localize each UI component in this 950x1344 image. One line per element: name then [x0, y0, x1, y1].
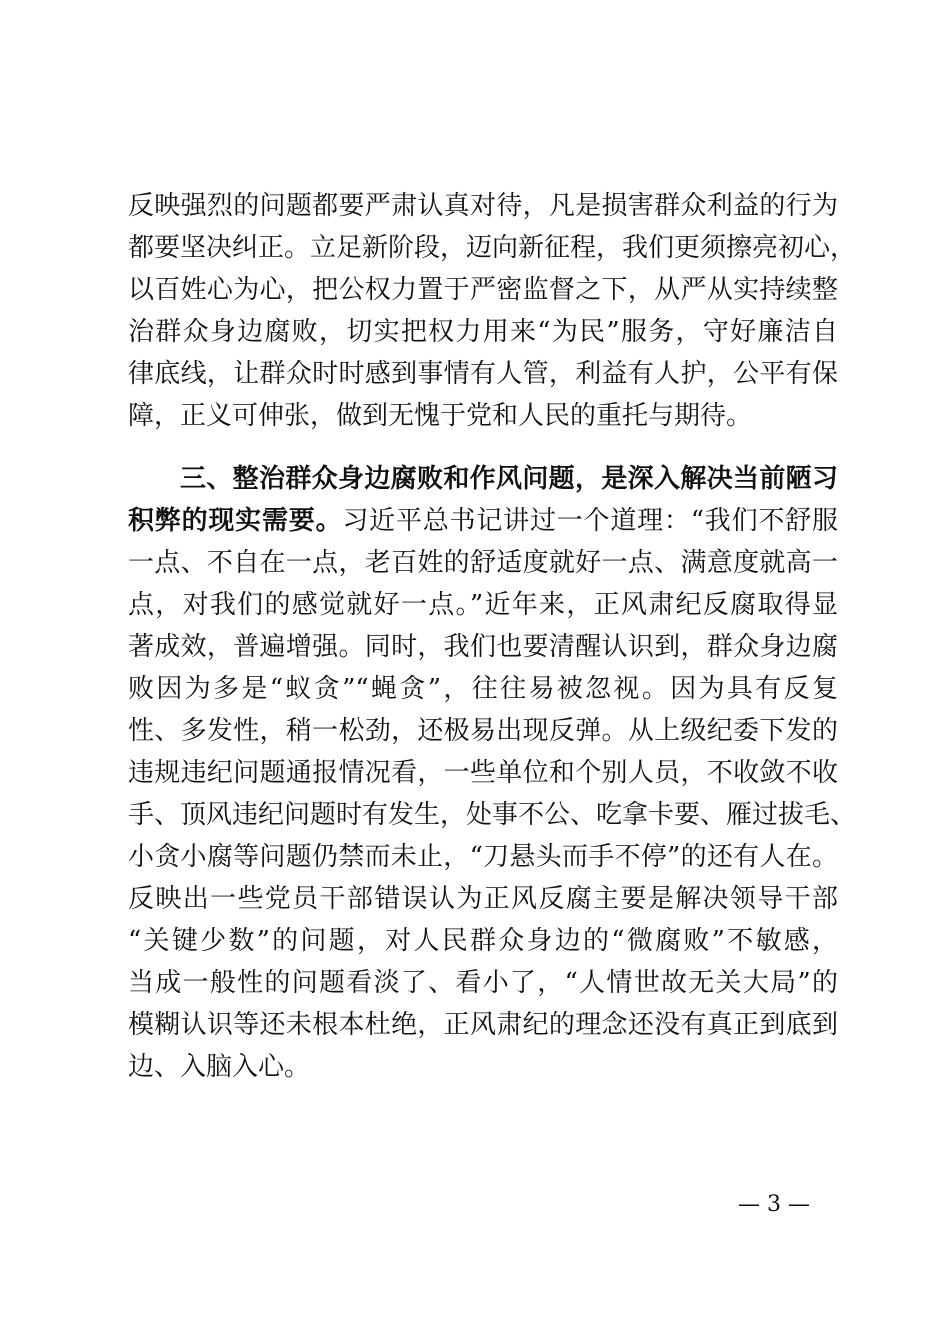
paragraph-1-line-3: 以百姓心为心，把公权力置于严密监督之下，从严从实持续整: [128, 275, 838, 305]
section-3-heading-line-2-rest: 习近平总书记讲过一个道理：“我们不舒服: [342, 506, 838, 536]
paragraph-1-line-6: 障，正义可伸张，做到无愧于党和人民的重托与期待。: [128, 401, 753, 431]
paragraph-1-line-5: 律底线，让群众时时感到事情有人管，利益有人护，公平有保: [128, 359, 838, 389]
section-3-body-line-5: 性、多发性，稍一松劲，还极易出现反弹。从上级纪委下发的: [128, 716, 838, 746]
section-3-body-line-10: “关键少数”的问题，对人民群众身边的“微腐败”不敏感，: [128, 926, 838, 956]
section-3-body-line-9: 反映出一些党员干部错误认为正风反腐主要是解决领导干部: [128, 884, 838, 914]
section-3-body-line-12: 模糊认识等还未根本杜绝，正风肃纪的理念还没有真正到底到: [128, 1010, 838, 1040]
section-3-heading-line-2-bold: 积弊的现实需要。: [128, 506, 343, 536]
section-3-body-line-1: 一点、不自在一点，老百姓的舒适度就好一点、满意度就高一: [128, 548, 838, 578]
paragraph-1-line-4: 治群众身边腐败，切实把权力用来“为民”服务，守好廉洁自: [128, 317, 838, 347]
section-3-body-line-2: 点，对我们的感觉就好一点。”近年来，正风肃纪反腐取得显: [128, 590, 838, 620]
section-3-body-line-4: 败因为多是“蚁贪”“蝇贪”，往往易被忽视。因为具有反复: [128, 674, 838, 704]
section-3-heading-line-1: 三、整治群众身边腐败和作风问题，是深入解决当前陋习: [180, 464, 838, 494]
section-3-body-line-13: 边、入脑入心。: [128, 1052, 311, 1082]
paragraph-1-line-2: 都要坚决纠正。立足新阶段，迈向新征程，我们更须擦亮初心，: [128, 233, 857, 263]
section-3-body-line-6: 违规违纪问题通报情况看，一些单位和个别人员，不收敛不收: [128, 758, 838, 788]
section-3-body-line-8: 小贪小腐等问题仍禁而未止，“刀悬头而手不停”的还有人在。: [128, 842, 838, 872]
section-3-body-line-3: 著成效，普遍增强。同时，我们也要清醒认识到，群众身边腐: [128, 632, 838, 662]
section-3-body-line-7: 手、顶风违纪问题时有发生，处事不公、吃拿卡要、雁过拔毛、: [128, 800, 857, 830]
paragraph-1-line-1: 反映强烈的问题都要严肃认真对待，凡是损害群众利益的行为: [128, 191, 838, 221]
page-number: — 3 —: [738, 1192, 810, 1217]
section-3-line-2: [128, 502, 838, 542]
section-3-body-line-11: 当成一般性的问题看淡了、看小了，“人情世故无关大局”的: [128, 968, 838, 998]
